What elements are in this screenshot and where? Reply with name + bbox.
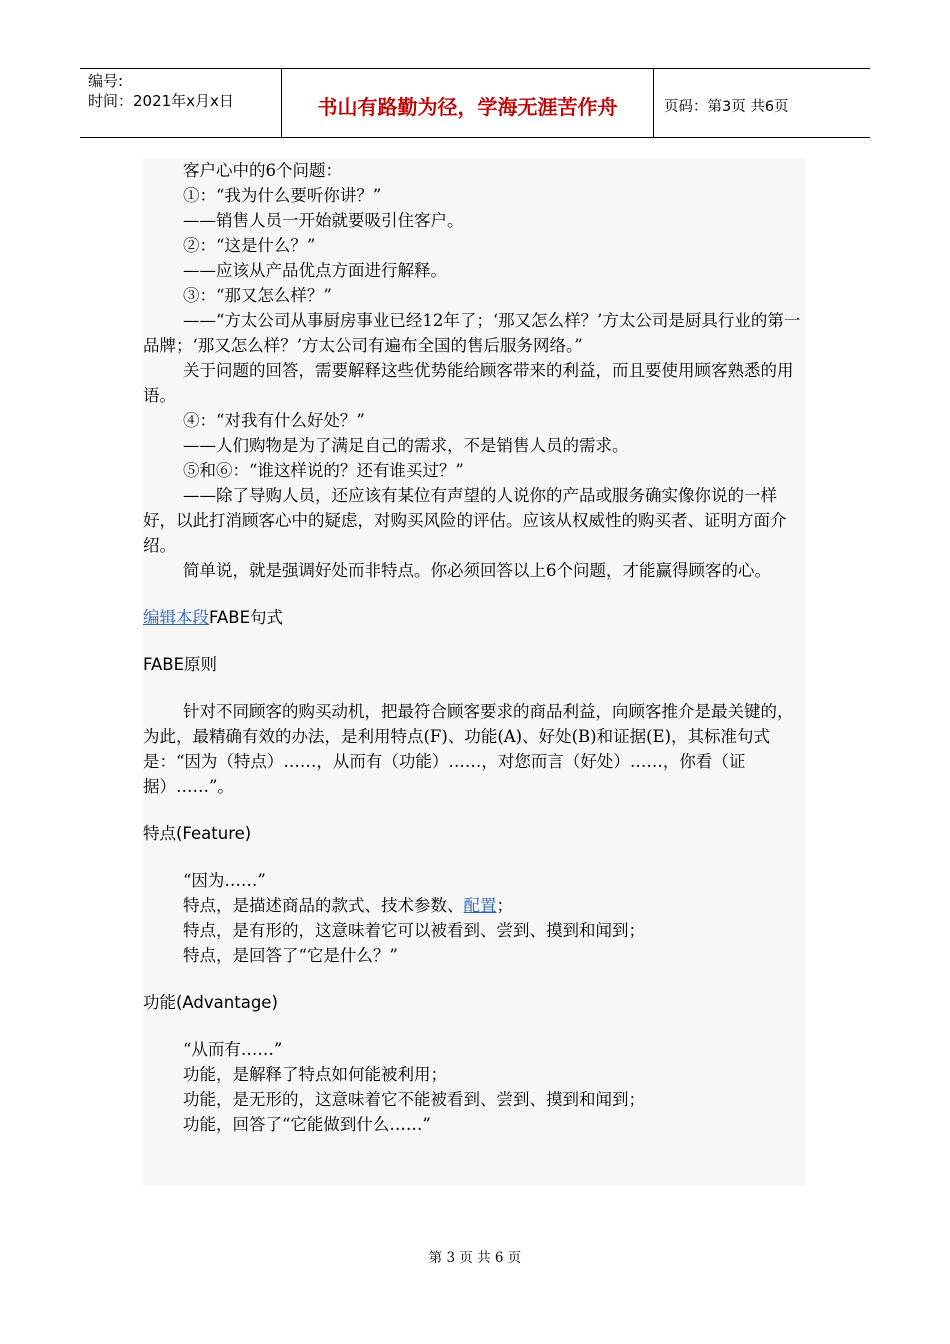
answer-3-note: 关于问题的回答，需要解释这些优势能给顾客带来的利益，而且要使用顾客熟悉的用语。 xyxy=(143,361,794,405)
edit-section-link[interactable]: 编辑本段 xyxy=(143,608,209,627)
answer-3: ——“方太公司从事厨房事业已经12年了；‘那又怎么样？’方太公司是厨具行业的第一品牌；‘那又怎么样？’方太公司有遍布全国的售后服务网络。” xyxy=(143,311,801,355)
advantage-heading: 功能(Advantage) xyxy=(143,993,278,1012)
header-meta-cell xyxy=(80,69,282,137)
fabe-heading-text: FABE句式 xyxy=(209,608,284,627)
page-header xyxy=(80,68,870,138)
question-3: ③：“那又怎么样？” xyxy=(183,286,332,305)
answer-5-6: ——除了导购人员，还应该有某位有声望的人说你的产品或服务确实像你说的一样好，以此打消顾客心中的疑虑，对购买风险的评估。应该从权威性的购买者、证明方面介绍。 xyxy=(143,486,787,555)
questions-intro: 客户心中的6个问题： xyxy=(183,161,342,180)
question-5-6: ⑤和⑥：“谁这样说的？还有谁买过？” xyxy=(183,461,464,480)
header-page-label: 页码：第3页 共6页 xyxy=(664,98,789,115)
feature-line-1 xyxy=(143,893,806,918)
fabe-section-heading xyxy=(143,605,806,630)
answer-1: ——销售人员一开始就要吸引住客户。 xyxy=(183,211,464,230)
advantage-line-1: 功能，是解释了特点如何能被利用； xyxy=(183,1065,447,1084)
advantage-line-3: 功能，回答了“它能做到什么……” xyxy=(183,1115,431,1134)
summary: 简单说，就是强调好处而非特点。你必须回答以上6个问题，才能赢得顾客的心。 xyxy=(183,561,771,580)
answer-4: ——人们购物是为了满足自己的需求，不是销售人员的需求。 xyxy=(183,436,629,455)
advantage-quote: “从而有……” xyxy=(183,1040,283,1059)
page-footer: 第 3 页 共 6 页 xyxy=(428,1250,522,1266)
fabe-description: 针对不同顾客的购买动机，把最符合顾客要求的商品利益，向顾客推介是最关键的，为此，最精确有效的办法，是利用特点(F)、功能(A)、好处(B)和证据(E)，其标准句式是：“因为（特点）……，从而有（功能）……，对您而言（好处）……，你看（证据）……”。 xyxy=(143,702,794,796)
config-link[interactable]: 配置 xyxy=(463,896,497,915)
feature-heading: 特点(Feature) xyxy=(143,824,252,843)
date-label: 时间：2021年x月x日 xyxy=(88,92,234,110)
fabe-principle-heading: FABE原则 xyxy=(143,655,218,674)
question-1: ①：“我为什么要听你讲？” xyxy=(183,186,382,205)
feature-line-2: 特点，是有形的，这意味着它可以被看到、尝到、摸到和闻到； xyxy=(183,921,645,940)
number-label: 编号: xyxy=(88,72,124,90)
feature-line-3: 特点，是回答了“它是什么？” xyxy=(183,946,398,965)
document-content xyxy=(143,158,806,1186)
answer-2: ——应该从产品优点方面进行解释。 xyxy=(183,261,447,280)
question-2: ②：“这是什么？” xyxy=(183,236,316,255)
header-motto: 书山有路勤为径，学海无涯苦作舟 xyxy=(282,69,654,137)
question-4: ④：“对我有什么好处？” xyxy=(183,411,365,430)
advantage-line-2: 功能，是无形的，这意味着它不能被看到、尝到、摸到和闻到； xyxy=(183,1090,645,1109)
feature-line-1-end: ； xyxy=(496,896,513,915)
feature-quote: “因为……” xyxy=(183,871,266,890)
feature-line-1-text: 特点，是描述商品的款式、技术参数、 xyxy=(183,896,464,915)
